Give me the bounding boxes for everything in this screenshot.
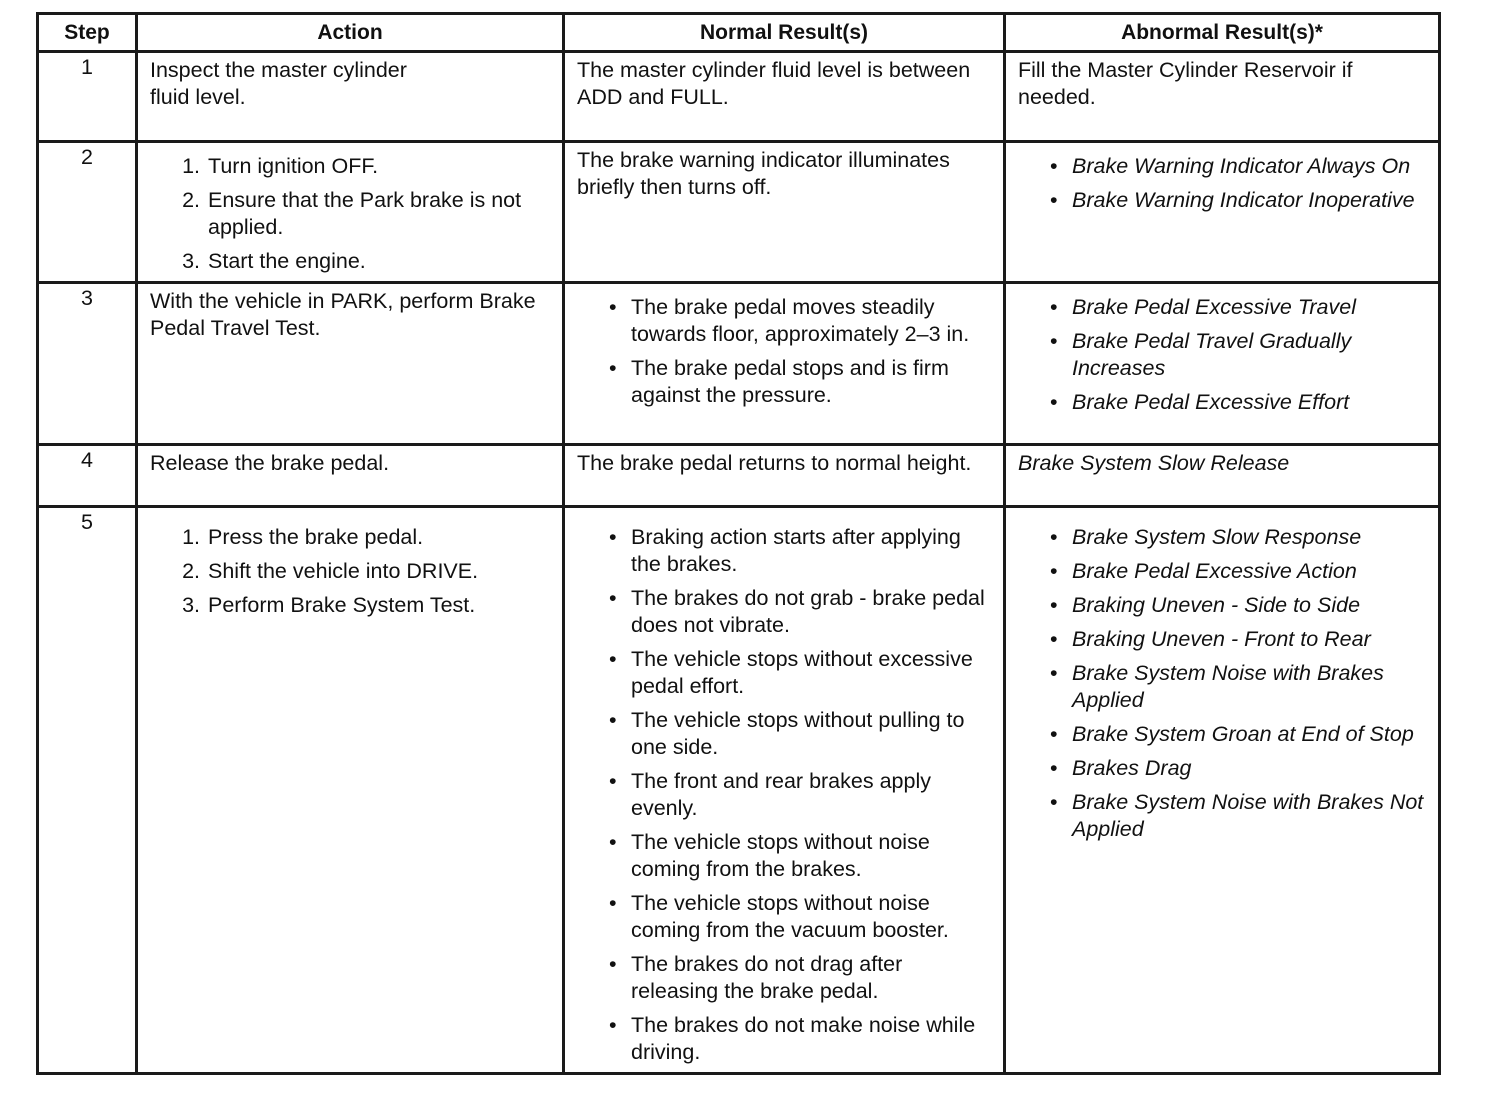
abnormal-result-list xyxy=(1018,524,1428,843)
header-row xyxy=(38,14,1440,52)
step-number: 3 xyxy=(38,283,137,445)
action-cell xyxy=(137,445,564,507)
table-row xyxy=(38,52,1440,142)
action-text: Release the brake pedal. xyxy=(150,451,390,475)
action-step: 2. Shift the vehicle into DRIVE. xyxy=(206,558,552,585)
header-step: Step xyxy=(38,14,137,52)
table-row xyxy=(38,445,1440,507)
step-number: 2 xyxy=(38,142,137,283)
abnormal-result-item: • Brake Pedal Excessive Travel xyxy=(1072,294,1428,321)
action-step: 1. Turn ignition OFF. xyxy=(206,153,552,180)
header-action: Action xyxy=(137,14,564,52)
header-abnormal-results: Abnormal Result(s)* xyxy=(1005,14,1440,52)
abnormal-result-item: • Braking Uneven - Front to Rear xyxy=(1072,626,1428,653)
abnormal-result-item: • Brake System Noise with Brakes Applied xyxy=(1072,660,1428,714)
action-step: 3. Perform Brake System Test. xyxy=(206,592,552,619)
action-cell xyxy=(137,283,564,445)
action-text: Inspect the master cylinder fluid level. xyxy=(150,58,407,109)
action-step: 1. Press the brake pedal. xyxy=(206,524,552,551)
abnormal-result-item: • Brake System Noise with Brakes Not Applied xyxy=(1072,789,1428,843)
normal-result-item: • The brakes do not grab - brake pedal does not vibrate. xyxy=(631,585,993,639)
normal-result-item: • The front and rear brakes apply evenly. xyxy=(631,768,993,822)
abnormal-result-cell xyxy=(1005,507,1440,1074)
table-row xyxy=(38,283,1440,445)
normal-result-text: The master cylinder fluid level is between ADD and FULL. xyxy=(577,58,971,109)
action-cell xyxy=(137,52,564,142)
normal-result-item: • The brakes do not make noise while driving. xyxy=(631,1012,993,1066)
normal-result-item: • The vehicle stops without pulling to one side. xyxy=(631,707,993,761)
normal-result-item: • Braking action starts after applying the brakes. xyxy=(631,524,993,578)
normal-result-item: • The brake pedal moves steadily towards floor, approximately 2–3 in. xyxy=(631,294,993,348)
abnormal-result-item: • Braking Uneven - Side to Side xyxy=(1072,592,1428,619)
normal-result-item: • The vehicle stops without noise coming from the vacuum booster. xyxy=(631,890,993,944)
normal-result-item: • The brake pedal stops and is firm against the pressure. xyxy=(631,355,993,409)
abnormal-result-cell xyxy=(1005,283,1440,445)
abnormal-result-item: • Brake Pedal Excessive Action xyxy=(1072,558,1428,585)
abnormal-result-item: • Brake Pedal Travel Gradually Increases xyxy=(1072,328,1428,382)
normal-result-text: The brake warning indicator illuminates briefly then turns off. xyxy=(577,148,950,199)
action-step: 3. Start the engine. xyxy=(206,248,552,275)
normal-result-cell xyxy=(564,142,1005,283)
normal-result-cell xyxy=(564,507,1005,1074)
abnormal-result-cell xyxy=(1005,445,1440,507)
normal-result-item: • The vehicle stops without excessive pedal effort. xyxy=(631,646,993,700)
action-step-list xyxy=(150,524,552,619)
action-text: With the vehicle in PARK, perform Brake Pedal Travel Test. xyxy=(150,289,536,340)
action-cell xyxy=(137,507,564,1074)
abnormal-result-cell xyxy=(1005,142,1440,283)
normal-result-cell xyxy=(564,445,1005,507)
abnormal-result-list xyxy=(1018,153,1428,214)
abnormal-result-text: Fill the Master Cylinder Reservoir if needed. xyxy=(1018,58,1353,109)
step-number: 4 xyxy=(38,445,137,507)
normal-result-list xyxy=(577,524,993,1066)
abnormal-result-item: • Brake System Groan at End of Stop xyxy=(1072,721,1428,748)
header-normal-results: Normal Result(s) xyxy=(564,14,1005,52)
action-cell xyxy=(137,142,564,283)
action-step-list xyxy=(150,153,552,275)
normal-result-item: • The brakes do not drag after releasing the brake pedal. xyxy=(631,951,993,1005)
normal-result-item: • The vehicle stops without noise coming from the brakes. xyxy=(631,829,993,883)
normal-result-cell xyxy=(564,283,1005,445)
table-row xyxy=(38,507,1440,1074)
abnormal-result-text: Brake System Slow Release xyxy=(1018,451,1290,475)
action-step: 2. Ensure that the Park brake is not applied. xyxy=(206,187,552,241)
abnormal-result-item: • Brake Warning Indicator Always On xyxy=(1072,153,1428,180)
abnormal-result-item: • Brakes Drag xyxy=(1072,755,1428,782)
abnormal-result-item: • Brake Pedal Excessive Effort xyxy=(1072,389,1428,416)
abnormal-result-cell xyxy=(1005,52,1440,142)
abnormal-result-item: • Brake Warning Indicator Inoperative xyxy=(1072,187,1428,214)
diagnostic-table xyxy=(36,12,1441,1075)
normal-result-text: The brake pedal returns to normal height. xyxy=(577,451,972,475)
step-number: 1 xyxy=(38,52,137,142)
step-number: 5 xyxy=(38,507,137,1074)
table-row xyxy=(38,142,1440,283)
abnormal-result-list xyxy=(1018,294,1428,416)
normal-result-cell xyxy=(564,52,1005,142)
normal-result-list xyxy=(577,294,993,409)
abnormal-result-item: • Brake System Slow Response xyxy=(1072,524,1428,551)
